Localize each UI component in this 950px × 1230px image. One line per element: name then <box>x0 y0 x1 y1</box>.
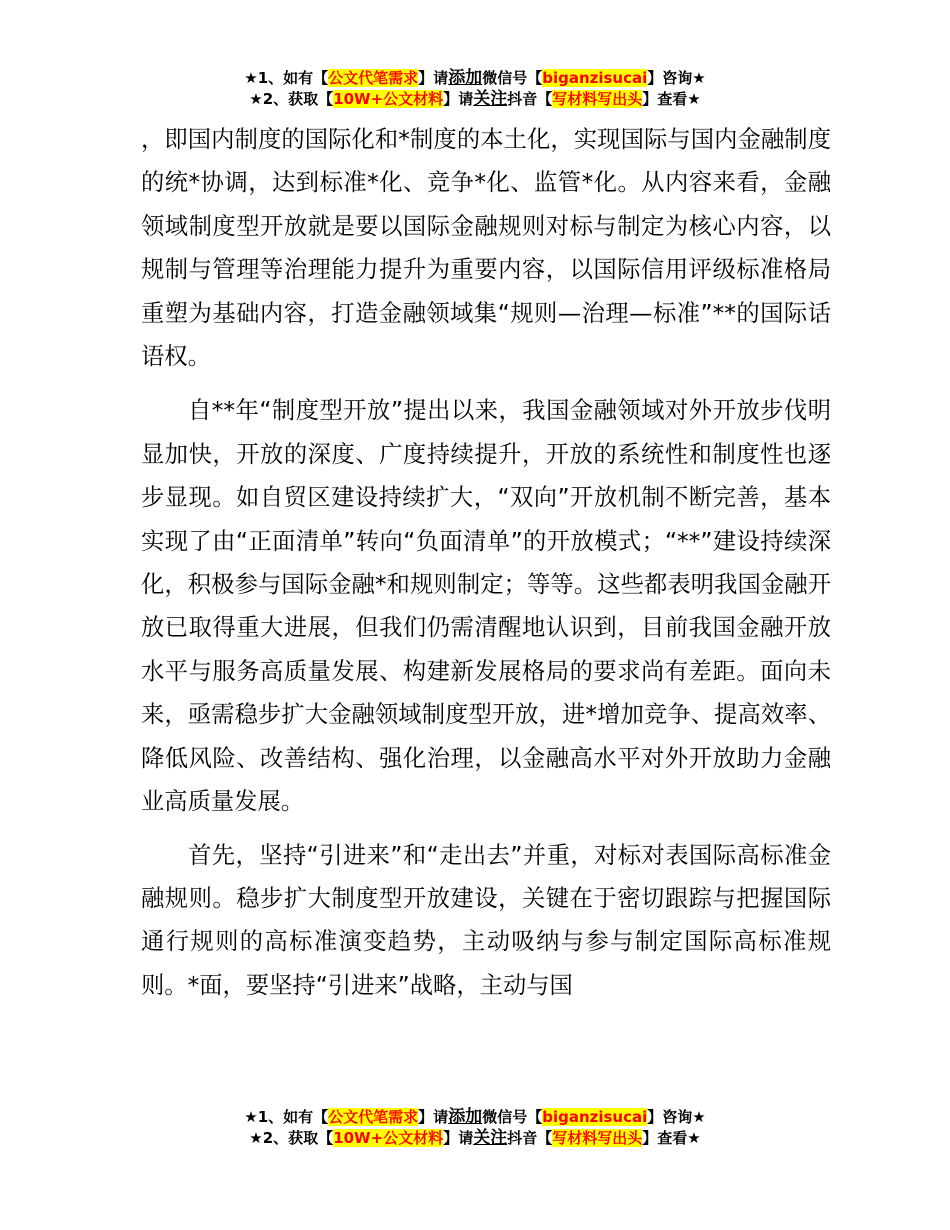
promo-line-1 <box>0 68 950 89</box>
promo-line-1 <box>0 1107 950 1128</box>
promo-text: ★2、获取【 <box>249 90 334 108</box>
promo-douyin-id: 写材料写出头 <box>552 90 643 108</box>
promo-text: ★2、获取【 <box>249 1129 334 1147</box>
paragraph-1: ，即国内制度的国际化和*制度的本土化，实现国际与国内金融制度的统*协调，达到标准*化、竞争*化、监管*化。从内容来看，金融领域制度型开放就是要以国际金融规则对标与制定为核心内容，以规制与管理等治理能力提升为重要内容，以国际信用评级标准格局重塑为基础内容，打造金融领域集“规则—治理—标准”**的国际话语权。 <box>141 126 831 371</box>
promo-text: 】请 <box>443 90 474 108</box>
promo-text: 】请 <box>443 1129 474 1147</box>
promo-underlined: 关注 <box>473 89 508 109</box>
promo-text: 】请 <box>418 1108 449 1126</box>
promo-text: ★1、如有【 <box>244 1108 329 1126</box>
promo-highlight: 公文代笔需求 <box>328 69 419 87</box>
promo-footer <box>0 1107 950 1149</box>
promo-line-2 <box>0 89 950 110</box>
promo-highlight: 公文代笔需求 <box>328 1108 419 1126</box>
promo-text: 】咨询★ <box>647 69 706 87</box>
promo-highlight: 10W+公文材料 <box>333 90 444 108</box>
promo-text: 】查看★ <box>642 90 701 108</box>
promo-text: 微信号【 <box>482 1108 543 1126</box>
promo-text: 抖音【 <box>507 90 553 108</box>
promo-text: 抖音【 <box>507 1129 553 1147</box>
promo-line-2 <box>0 1128 950 1149</box>
promo-underlined: 添加 <box>448 1107 483 1127</box>
paragraph-2: 自**年“制度型开放”提出以来，我国金融领域对外开放步伐明显加快，开放的深度、广度持续提升，开放的系统性和制度性也逐步显现。如自贸区建设持续扩大，“双向”开放机制不断完善，基本实现了由“正面清单”转向“负面清单”的开放模式；“**”建设持续深化，积极参与国际金融*和规则制定；等等。这些都表明我国金融开放已取得重大进展，但我们仍需清醒地认识到，目前我国金融开放水平与服务高质量发展、构建新发展格局的要求尚有差距。面向未来，亟需稳步扩大金融领域制度型开放，进*增加竞争、提高效率、降低风险、改善结构、强化治理，以金融高水平对外开放助力金融业高质量发展。 <box>141 397 831 816</box>
promo-underlined: 关注 <box>473 1128 508 1148</box>
promo-wechat-id: biganzisucai <box>542 69 648 87</box>
promo-text: 】请 <box>418 69 449 87</box>
paragraph-3: 首先，坚持“引进来”和“走出去”并重，对标对表国际高标准金融规则。稳步扩大制度型开放建设，关键在于密切跟踪与把握国际通行规则的高标准演变趋势，主动吸纳与参与制定国际高标准规则。*面，要坚持“引进来”战略，主动与国 <box>141 841 831 999</box>
promo-header <box>0 68 950 110</box>
promo-text: 】咨询★ <box>647 1108 706 1126</box>
promo-text: 微信号【 <box>482 69 543 87</box>
promo-highlight: 10W+公文材料 <box>333 1129 444 1147</box>
promo-douyin-id: 写材料写出头 <box>552 1129 643 1147</box>
promo-text: ★1、如有【 <box>244 69 329 87</box>
promo-underlined: 添加 <box>448 68 483 88</box>
promo-text: 】查看★ <box>642 1129 701 1147</box>
document-body <box>141 118 831 1007</box>
promo-wechat-id: biganzisucai <box>542 1108 648 1126</box>
